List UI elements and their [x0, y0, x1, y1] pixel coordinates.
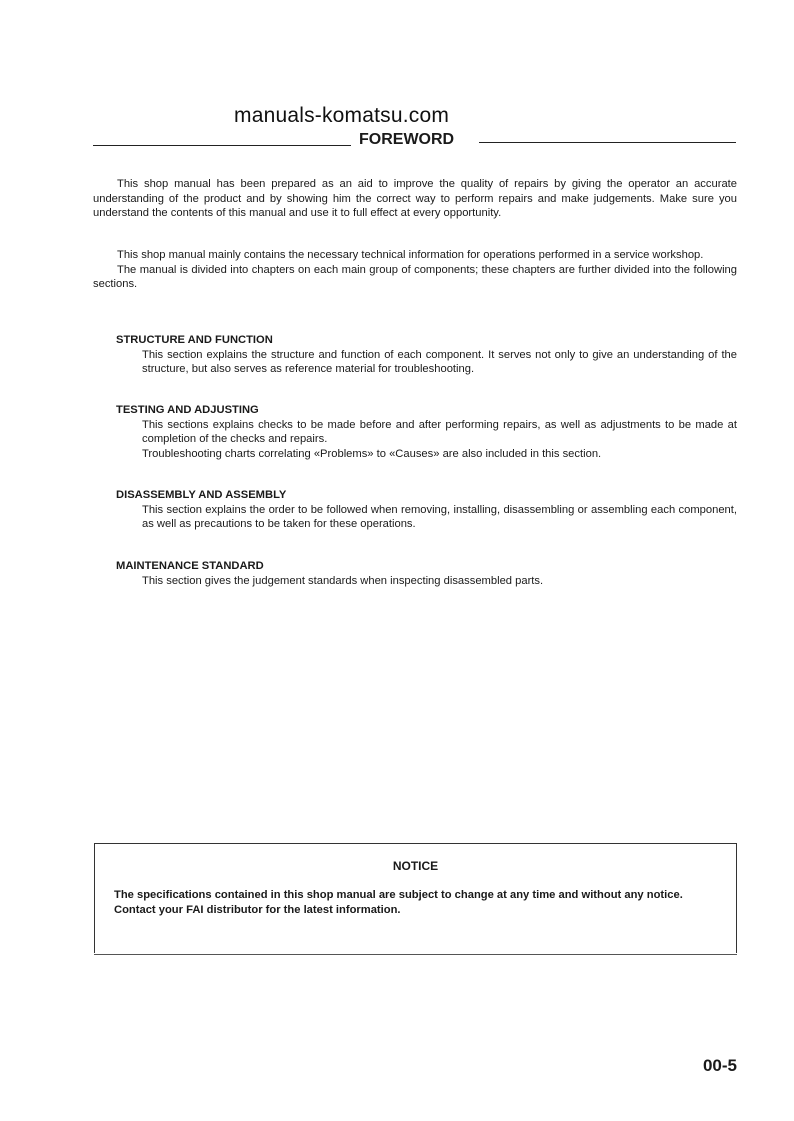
- section-body: [142, 348, 737, 377]
- section-heading: MAINTENANCE STANDARD: [116, 560, 264, 572]
- notice-title: NOTICE: [392, 859, 439, 873]
- intro-text: The manual is divided into chapters on each main group of components; these chapters are further divided into the following sections.: [93, 263, 737, 290]
- page-title-row: [93, 131, 736, 153]
- notice-line: Contact your FAI distributor for the latest information.: [114, 904, 401, 916]
- section-testing-and-adjusting: [116, 403, 737, 461]
- section-heading: STRUCTURE AND FUNCTION: [116, 334, 273, 346]
- section-maintenance-standard: [116, 559, 737, 588]
- intro-paragraph-1: [93, 177, 737, 221]
- section-structure-and-function: [116, 333, 737, 377]
- section-body: [142, 574, 737, 589]
- section-text: This section explains the structure and function of each component. It serves not only to give an understanding of the structure, but also serves as reference material for troubleshooting.: [142, 348, 737, 375]
- notice-line: The specifications contained in this shop manual are subject to change at any time and without any notice.: [114, 889, 683, 901]
- watermark-text: manuals-komatsu.com: [234, 104, 450, 127]
- page-title: FOREWORD: [359, 131, 455, 148]
- section-text: This section explains the order to be followed when removing, installing, disassembling or assembling each component, as well as precautions to be taken for these operations.: [142, 503, 737, 530]
- intro-text: This shop manual has been prepared as an aid to improve the quality of repairs by giving the operator an accurate understanding of the product and by showing him the correct way to perform repairs and make judgements. Make sure you understand the contents of this manual and use it to full effect at every opportunity.: [93, 178, 737, 219]
- notice-text: [114, 888, 718, 918]
- notice-bottom-rule: [94, 954, 737, 955]
- section-text: This section gives the judgement standards when inspecting disassembled parts.: [142, 574, 544, 587]
- section-heading: DISASSEMBLY AND ASSEMBLY: [116, 489, 287, 501]
- section-body: [142, 418, 737, 462]
- section-text: This sections explains checks to be made before and after performing repairs, as well as adjustments to be made at completion of the checks and repairs.: [142, 418, 737, 445]
- intro-paragraph-2: [93, 248, 737, 292]
- intro-text: This shop manual mainly contains the necessary technical information for operations performed in a service workshop.: [117, 249, 704, 261]
- title-rule-left: [93, 145, 351, 146]
- section-heading: TESTING AND ADJUSTING: [116, 404, 259, 416]
- section-body: [142, 503, 737, 532]
- section-disassembly-and-assembly: [116, 488, 737, 532]
- section-text: Troubleshooting charts correlating «Problems» to «Causes» are also included in this section.: [142, 447, 602, 460]
- notice-box: [94, 843, 737, 953]
- page-number: 00-5: [702, 1056, 737, 1075]
- title-rule-right: [479, 142, 736, 143]
